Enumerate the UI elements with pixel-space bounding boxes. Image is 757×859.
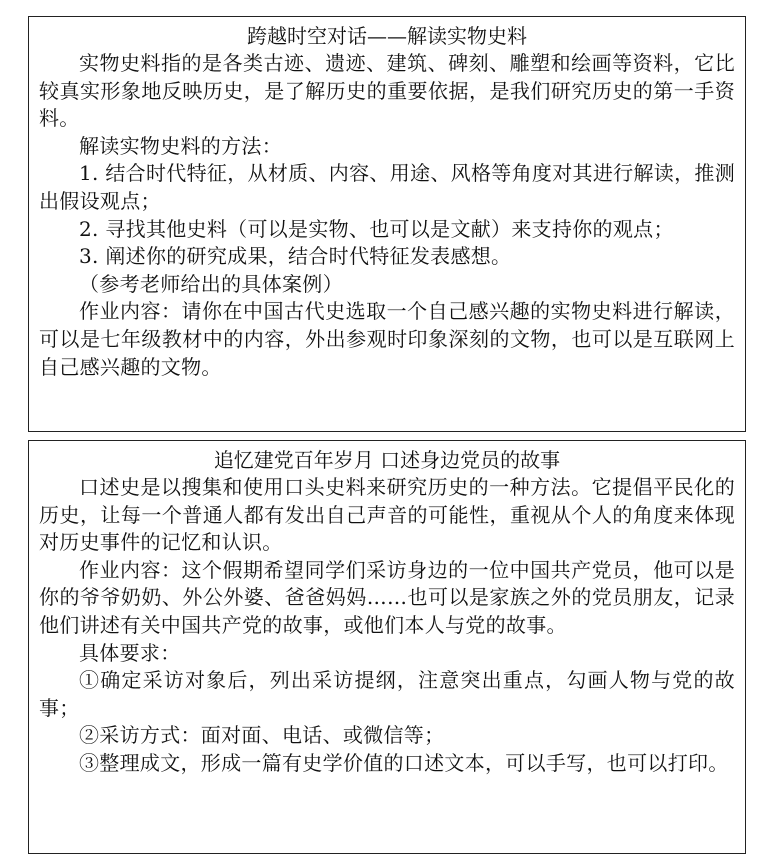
paragraph: 作业内容：这个假期希望同学们采访身边的一位中国共产党员，他可以是你的爷爷奶奶、外公外婆、爸爸妈妈……也可以是家族之外的党员朋友，记录他们讲述有关中国共产党的故事，或他们本人与党的故事。: [39, 557, 735, 637]
section-title: 追忆建党百年岁月 口述身边党员的故事: [213, 448, 561, 472]
paragraph: （参考老师给出的具体案例）: [79, 271, 343, 296]
paragraph: 2. 寻找其他史料（可以是实物、也可以是文献）来支持你的观点；: [79, 216, 674, 241]
paragraph: 1. 结合时代特征，从材质、内容、用途、风格等角度对其进行解读，推测出假设观点；: [39, 161, 735, 213]
paragraph: 作业内容：请你在中国古代史选取一个自己感兴趣的实物史料进行解读，可以是七年级教材中的内容，外出参观时印象深刻的文物，也可以是互联网上自己感兴趣的文物。: [39, 299, 735, 379]
paragraph: ①确定采访对象后，列出采访提纲，注意突出重点，勾画人物与党的故事；: [39, 668, 735, 720]
paragraph: 3. 阐述你的研究成果，结合时代特征发表感想。: [79, 244, 512, 269]
section-title: 跨越时空对话——解读实物史料: [247, 24, 527, 48]
paragraph: ②采访方式：面对面、电话、或微信等；: [79, 723, 445, 748]
paragraph: 口述史是以搜集和使用口头史料来研究历史的一种方法。它提倡平民化的历史，让每一个普通人都有发出自己声音的可能性，重视从个人的角度来体现对历史事件的记忆和认识。: [39, 475, 735, 555]
paragraph: 具体要求：: [79, 640, 181, 665]
paragraph: ③整理成文，形成一篇有史学价值的口述文本，可以手写，也可以打印。: [79, 750, 729, 775]
paragraph: 实物史料指的是各类古迹、遗迹、建筑、碑刻、雕塑和绘画等资料，它比较真实形象地反映历史，是了解历史的重要依据，是我们研究历史的第一手资料。: [39, 51, 735, 131]
oral-history-assignment-box-physical-artifacts: [28, 16, 746, 432]
assignment-box-oral-history: [28, 440, 746, 854]
paragraph: 解读实物史料的方法：: [79, 133, 282, 158]
